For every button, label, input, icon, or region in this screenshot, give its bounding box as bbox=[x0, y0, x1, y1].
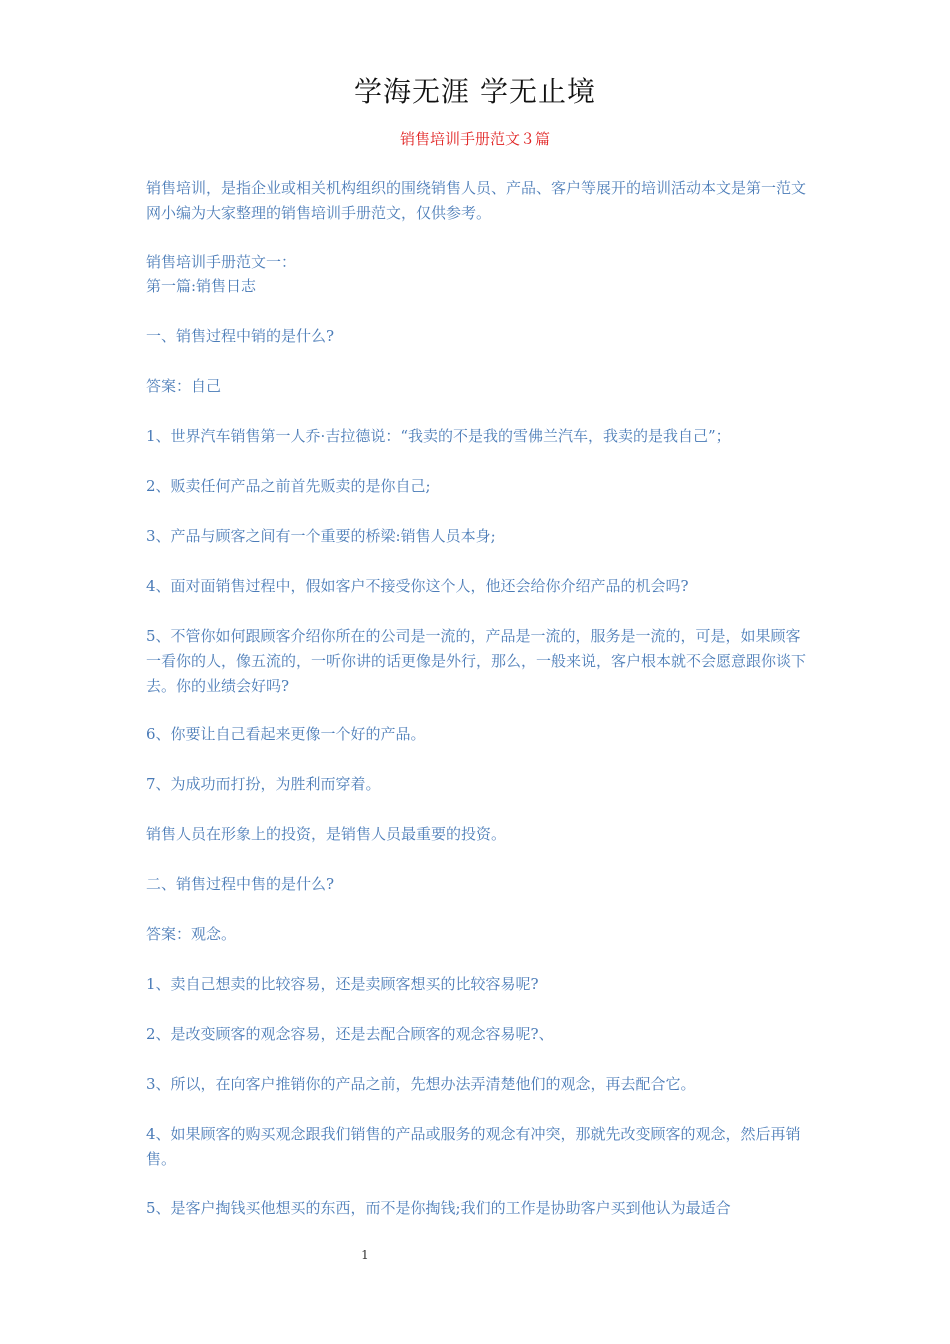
list-item: 2、是改变顾客的观念容易，还是去配合顾客的观念容易呢?、 bbox=[146, 1025, 554, 1043]
list-item: 1、世界汽车销售第一人乔·吉拉德说：“我卖的不是我的雪佛兰汽车，我卖的是我自己”； bbox=[146, 427, 731, 445]
question-heading: 一、销售过程中销的是什么? bbox=[146, 327, 335, 345]
document-title: 销售培训手册范文３篇 bbox=[399, 130, 550, 148]
question-heading: 二、销售过程中售的是什么? bbox=[146, 875, 335, 893]
page-number: 1 bbox=[361, 1248, 369, 1262]
list-item: 4、面对面销售过程中，假如客户不接受你这个人，他还会给你介绍产品的机会吗? bbox=[146, 577, 689, 595]
list-item: 5、不管你如何跟顾客介绍你所在的公司是一流的，产品是一流的，服务是一流的，可是，如果顾客一看你的人，像五流的，一听你讲的话更像是外行，那么，一般来说，客户根本就不会愿意跟你谈下去。你的业绩会好吗? bbox=[146, 627, 807, 695]
list-item: 5、是客户掏钱买他想买的东西，而不是你掏钱;我们的工作是协助客户买到他认为最适合 bbox=[146, 1199, 731, 1217]
list-item: 7、为成功而打扮，为胜利而穿着。 bbox=[146, 775, 381, 793]
chapter-title: 第一篇:销售日志 bbox=[146, 277, 257, 295]
list-item: 3、所以，在向客户推销你的产品之前，先想办法弄清楚他们的观念，再去配合它。 bbox=[146, 1075, 696, 1093]
section-label: 销售培训手册范文一： bbox=[146, 253, 297, 271]
page-header-title: 学海无涯 学无止境 bbox=[354, 75, 596, 108]
summary-paragraph: 销售人员在形象上的投资，是销售人员最重要的投资。 bbox=[146, 825, 507, 843]
list-item: 4、如果顾客的购买观念跟我们销售的产品或服务的观念有冲突，那就先改变顾客的观念，然后再销售。 bbox=[146, 1125, 801, 1168]
intro-paragraph: 销售培训，是指企业或相关机构组织的围绕销售人员、产品、客户等展开的培训活动本文是第一范文网小编为大家整理的销售培训手册范文，仅供参考。 bbox=[146, 179, 807, 222]
list-item: 1、卖自己想卖的比较容易，还是卖顾客想买的比较容易呢? bbox=[146, 975, 539, 993]
list-item: 2、贩卖任何产品之前首先贩卖的是你自己; bbox=[146, 477, 431, 495]
answer-line: 答案：自己 bbox=[146, 377, 222, 395]
list-item: 6、你要让自己看起来更像一个好的产品。 bbox=[146, 725, 426, 743]
list-item: 3、产品与顾客之间有一个重要的桥梁:销售人员本身; bbox=[146, 527, 496, 545]
answer-line: 答案：观念。 bbox=[146, 925, 237, 943]
